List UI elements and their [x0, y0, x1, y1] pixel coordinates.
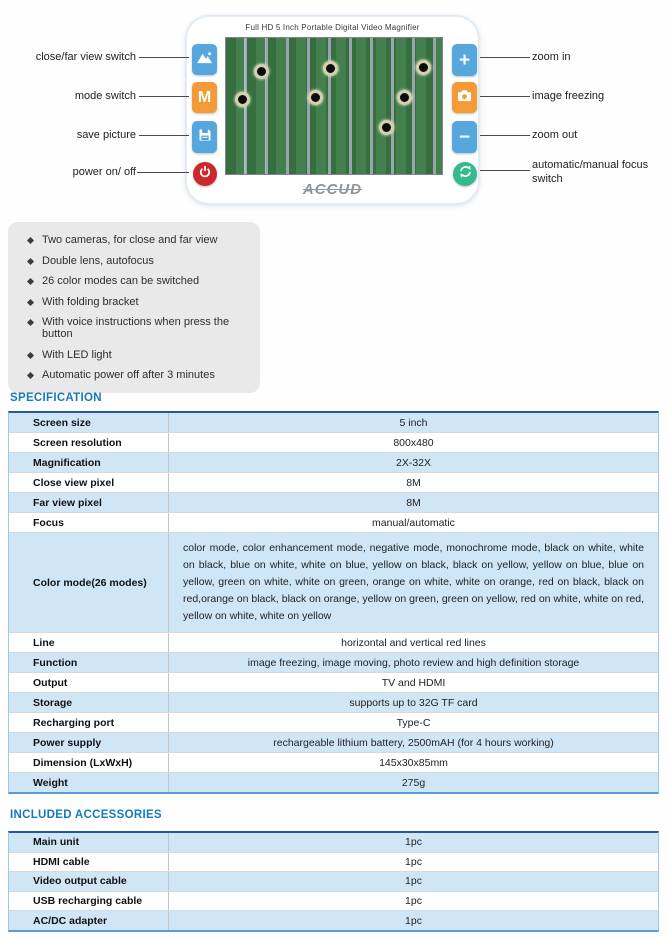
pcb-hole — [379, 120, 394, 135]
accessory-qty: 1pc — [405, 855, 422, 868]
spec-value: supports up to 32G TF card — [349, 696, 478, 709]
accessory-label: HDMI cable — [9, 853, 169, 872]
spec-value: 8M — [406, 476, 421, 489]
spec-value: 800x480 — [393, 436, 434, 449]
spec-row — [9, 733, 658, 753]
spec-row — [9, 753, 658, 773]
accessory-row — [9, 892, 658, 912]
pcb-hole — [308, 90, 323, 105]
specification-table — [8, 411, 659, 794]
pcb-hole — [254, 64, 269, 79]
save-picture-button — [192, 121, 217, 153]
diamond-bullet-icon — [27, 372, 34, 379]
spec-value: 5 inch — [399, 416, 428, 429]
pcb-hole — [397, 90, 412, 105]
diamond-bullet-icon — [27, 278, 34, 285]
spec-label: Screen resolution — [9, 433, 169, 452]
spec-row — [9, 693, 658, 713]
accessory-qty: 1pc — [405, 914, 422, 927]
leader-line — [480, 57, 530, 58]
accessory-label: Video output cable — [9, 872, 169, 891]
spec-value: color mode, color enhancement mode, negative mode, monochrome mode, black on white, white on black, blue on white, white on blue, yellow on black, black on yellow, yellow on blue, blue on yellow, green on white, white on green, orange on white, white on orange, red on black, black on red,orange on black, black on orange, yellow on green, green on yellow, red on white, white on red, yellow on white, white on yellow — [183, 542, 644, 622]
spec-value: 2X-32X — [395, 456, 432, 469]
spec-value: horizontal and vertical red lines — [341, 636, 486, 649]
spec-value: rechargeable lithium battery, 2500mAH (for 4 hours working) — [273, 736, 554, 749]
zoom-out-button — [452, 121, 477, 153]
power-icon — [198, 165, 212, 184]
save-icon — [198, 128, 212, 147]
spec-value: 275g — [401, 776, 426, 789]
accessory-qty: 1pc — [405, 875, 422, 888]
leader-line — [480, 96, 530, 97]
close-far-view-button — [192, 44, 217, 75]
plus-icon: + — [458, 49, 471, 71]
specification-heading: SPECIFICATION — [10, 392, 102, 404]
spec-label: Magnification — [9, 453, 169, 472]
device-title: Full HD 5 Inch Portable Digital Video Magnifier — [245, 23, 420, 32]
callout-focus-switch: automatic/manual focus switch — [532, 159, 649, 185]
accessories-table — [8, 831, 659, 932]
callout-power: power on/ off — [72, 166, 136, 178]
image-freezing-button — [452, 82, 477, 113]
feature-item — [28, 296, 246, 308]
spec-row — [9, 493, 658, 513]
feature-text: With folding bracket — [42, 295, 139, 308]
spec-label: Weight — [9, 773, 169, 792]
spec-row — [9, 413, 658, 433]
device-illustration — [185, 15, 480, 205]
spec-label: Dimension (LxWxH) — [9, 753, 169, 772]
spec-label: Storage — [9, 693, 169, 712]
accessory-label: USB recharging cable — [9, 892, 169, 911]
spec-value: Type-C — [396, 716, 431, 729]
features-box — [8, 222, 260, 393]
callout-close-far-view: close/far view switch — [35, 51, 136, 63]
camera-icon — [457, 89, 472, 107]
spec-label: Far view pixel — [9, 493, 169, 512]
mountain-icon — [196, 51, 213, 69]
accessory-label: AC/DC adapter — [9, 911, 169, 930]
zoom-in-button — [452, 44, 477, 76]
accessory-row — [9, 853, 658, 873]
diamond-bullet-icon — [27, 298, 34, 305]
feature-text: Double lens, autofocus — [42, 254, 154, 267]
leader-line — [137, 172, 189, 173]
spec-value: image freezing, image moving, photo review and high definition storage — [247, 656, 580, 669]
spec-row — [9, 713, 658, 733]
spec-row — [9, 673, 658, 693]
spec-row — [9, 633, 658, 653]
device-screen — [225, 37, 443, 175]
feature-text: With LED light — [42, 348, 112, 361]
callout-image-freezing: image freezing — [532, 90, 605, 102]
spec-label: Line — [9, 633, 169, 652]
spec-row — [9, 433, 658, 453]
feature-text: Automatic power off after 3 minutes — [42, 369, 215, 381]
feature-item — [28, 349, 246, 361]
callout-mode-switch: mode switch — [74, 90, 136, 102]
focus-switch-button — [453, 162, 477, 186]
leader-line — [480, 170, 530, 171]
callout-zoom-out: zoom out — [532, 129, 578, 141]
leader-line — [139, 135, 189, 136]
minus-icon: − — [458, 126, 471, 148]
accessory-row — [9, 833, 658, 853]
spec-label: Function — [9, 653, 169, 672]
spec-label: Recharging port — [9, 713, 169, 732]
callout-save-picture: save picture — [76, 129, 136, 141]
feature-item — [28, 255, 246, 267]
spec-label: Screen size — [9, 413, 169, 432]
spec-row — [9, 453, 658, 473]
diamond-bullet-icon — [27, 351, 34, 358]
accessory-label: Main unit — [9, 833, 169, 852]
pcb-hole — [416, 60, 431, 75]
diamond-bullet-icon — [27, 237, 34, 244]
feature-item — [28, 275, 246, 287]
spec-label: Close view pixel — [9, 473, 169, 492]
feature-text: 26 color modes can be switched — [42, 275, 200, 287]
pcb-hole — [235, 92, 250, 107]
accessory-qty: 1pc — [405, 836, 422, 849]
diamond-bullet-icon — [27, 257, 34, 264]
feature-text: Two cameras, for close and far view — [42, 234, 218, 246]
spec-label: Color mode(26 modes) — [9, 533, 169, 632]
spec-value: 145x30x85mm — [379, 756, 448, 769]
spec-label: Focus — [9, 513, 169, 532]
spec-row — [9, 513, 658, 533]
accessory-qty: 1pc — [405, 895, 422, 908]
spec-label: Output — [9, 673, 169, 692]
leader-line — [480, 135, 530, 136]
spec-value: manual/automatic — [372, 516, 455, 529]
feature-item — [28, 316, 246, 340]
brand-logo: ACCUD — [302, 181, 363, 198]
spec-value: 8M — [406, 496, 421, 509]
spec-label: Power supply — [9, 733, 169, 752]
feature-item — [28, 369, 246, 381]
spec-row — [9, 773, 658, 792]
focus-cycle-icon — [458, 164, 473, 184]
m-icon: M — [197, 88, 212, 106]
accessories-heading: INCLUDED ACCESSORIES — [10, 809, 162, 821]
spec-row — [9, 653, 658, 673]
feature-item — [28, 234, 246, 246]
diamond-bullet-icon — [27, 319, 34, 326]
spec-row — [9, 533, 658, 633]
callout-zoom-in: zoom in — [532, 51, 571, 63]
leader-line — [139, 57, 189, 58]
accessory-row — [9, 872, 658, 892]
mode-switch-button — [192, 82, 217, 113]
accessory-row — [9, 911, 658, 930]
power-button — [193, 162, 217, 186]
feature-text: With voice instructions when press the button — [42, 316, 230, 340]
spec-value: TV and HDMI — [381, 676, 446, 689]
leader-line — [139, 96, 189, 97]
pcb-hole — [323, 61, 338, 76]
spec-row — [9, 473, 658, 493]
